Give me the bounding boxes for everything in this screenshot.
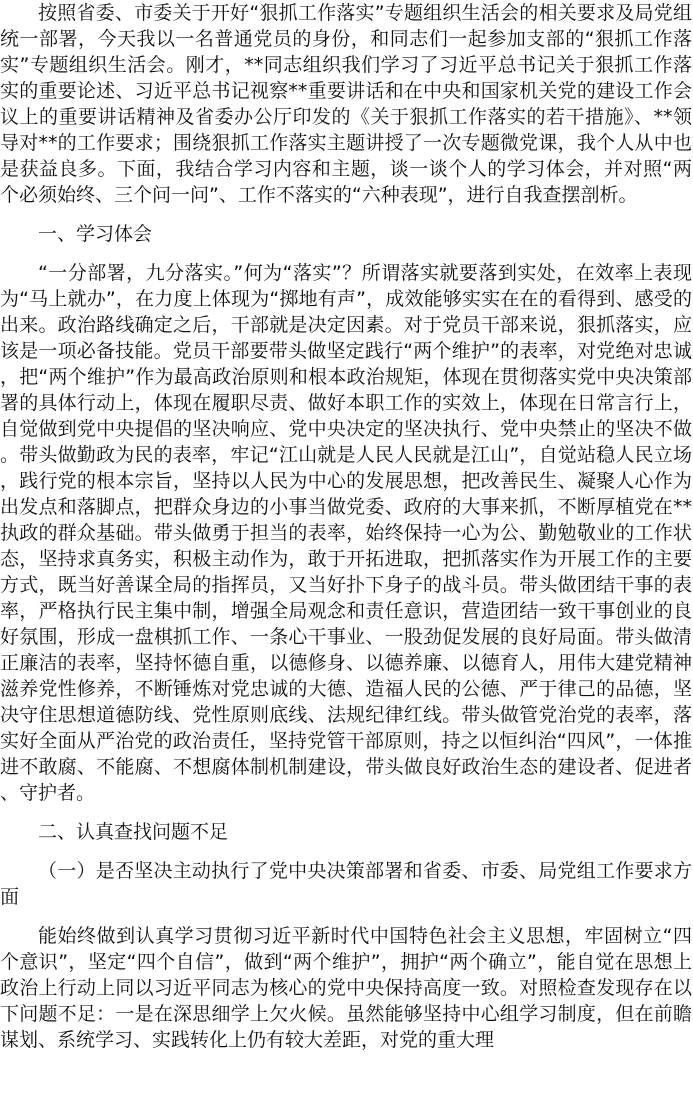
paragraph-spacer [0, 806, 693, 819]
paragraph-spacer [0, 247, 693, 260]
paragraph-spacer [0, 845, 693, 858]
paragraph-spacer [0, 208, 693, 221]
section-heading-problems: 二、认真查找问题不足 [38, 821, 229, 843]
section-heading-study: 一、学习体会 [38, 223, 153, 245]
problems-paragraph: 能始终做到认真学习贯彻习近平新时代中国特色社会主义思想，牢固树立“四个意识”，坚定“四个自信”，做到“两个维护”，拥护“两个确立”，能自觉在思想上政治上行动上同以习近平同志为核心的党中央保持高度一致。对照检查发现存在以下问题不足：一是在深思细学上欠火候。虽然能够坚持中心组学习制度，但在前瞻谋划、系统学习、实践转化上仍有较大差距，对党的重大理 [0, 925, 692, 1051]
paragraph-spacer [0, 910, 693, 923]
study-paragraph: “一分部署，九分落实。”何为“落实”？所谓落实就要落到实处，在效率上表现为“马上就办”，在力度上体现为“掷地有声”，成效能够实实在在的看得到、感受的出来。政治路线确定之后，干部就是决定因素。对于党员干部来说，狠抓落实，应该是一项必备技能。党员干部要带头做坚定践行“两个维护”的表率，对党绝对忠诚，把“两个维护”作为最高政治原则和根本政治规矩，体现在贯彻落实党中央决策部署的具体行动上，体现在履职尽责、做好本职工作的实效上，体现在日常言行上，自觉做到党中央提倡的坚决响应、党中央决定的坚决执行、党中央禁止的坚决不做。带头做勤政为民的表率，牢记“江山就是人民人民就是江山”，自觉站稳人民立场，践行党的根本宗旨，坚持以人民为中心的发展思想，把改善民生、凝聚人心作为出发点和落脚点，把群众身边的小事当做党委、政府的大事来抓，不断厚植党在**执政的群众基础。带头做勇于担当的表率，始终保持一心为公、勤勉敬业的工作状态，坚持求真务实，积极主动作为，敢于开拓进取，把抓落实作为开展工作的主要方式，既当好善谋全局的指挥员，又当好扑下身子的战斗员。带头做团结干事的表率，严格执行民主集中制，增强全局观念和责任意识，营造团结一致干事创业的良好氛围，形成一盘棋抓工作、一条心干事业、一股劲促发展的良好局面。带头做清正廉洁的表率，坚持怀德自重，以德修身、以德养廉、以德育人，用伟大建党精神滋养党性修养，不断锤炼对党忠诚的大德、造福人民的公德、严于律己的品德，坚决守住思想道德防线、党性原则底线、法规纪律红线。带头做管党治党的表率，落实好全面从严治党的政治责任，坚持党管干部原则，持之以恒纠治“四风”，一体推进不敢腐、不能腐、不想腐体制机制建设，带头做良好政治生态的建设者、促进者、守护者。 [0, 262, 692, 804]
intro-paragraph: 按照省委、市委关于开好“狠抓工作落实”专题组织生活会的相关要求及局党组统一部署，今天我以一名普通党员的身份，和同志们一起参加支部的“狠抓工作落实”专题组织生活会。刚才，**同志组织我们学习了习近平总书记关于狠抓工作落实的重要论述、习近平总书记视察**重要讲话和在中央和国家机关党的建设工作会议上的重要讲话精神及省委办公厅印发的《关于狠抓工作落实的若干措施》、**领导对**的工作要求；围绕狠抓工作落实主题讲授了一次专题微党课，我个人从中也是获益良多。下面，我结合学习内容和主题，谈一谈个人的学习体会，并对照“两个必须始终、三个问一问”、工作不落实的“六种表现”，进行自我查摆剖析。 [0, 2, 692, 206]
subsection-heading: （一）是否坚决主动执行了党中央决策部署和省委、市委、局党组工作要求方面 [0, 860, 692, 908]
